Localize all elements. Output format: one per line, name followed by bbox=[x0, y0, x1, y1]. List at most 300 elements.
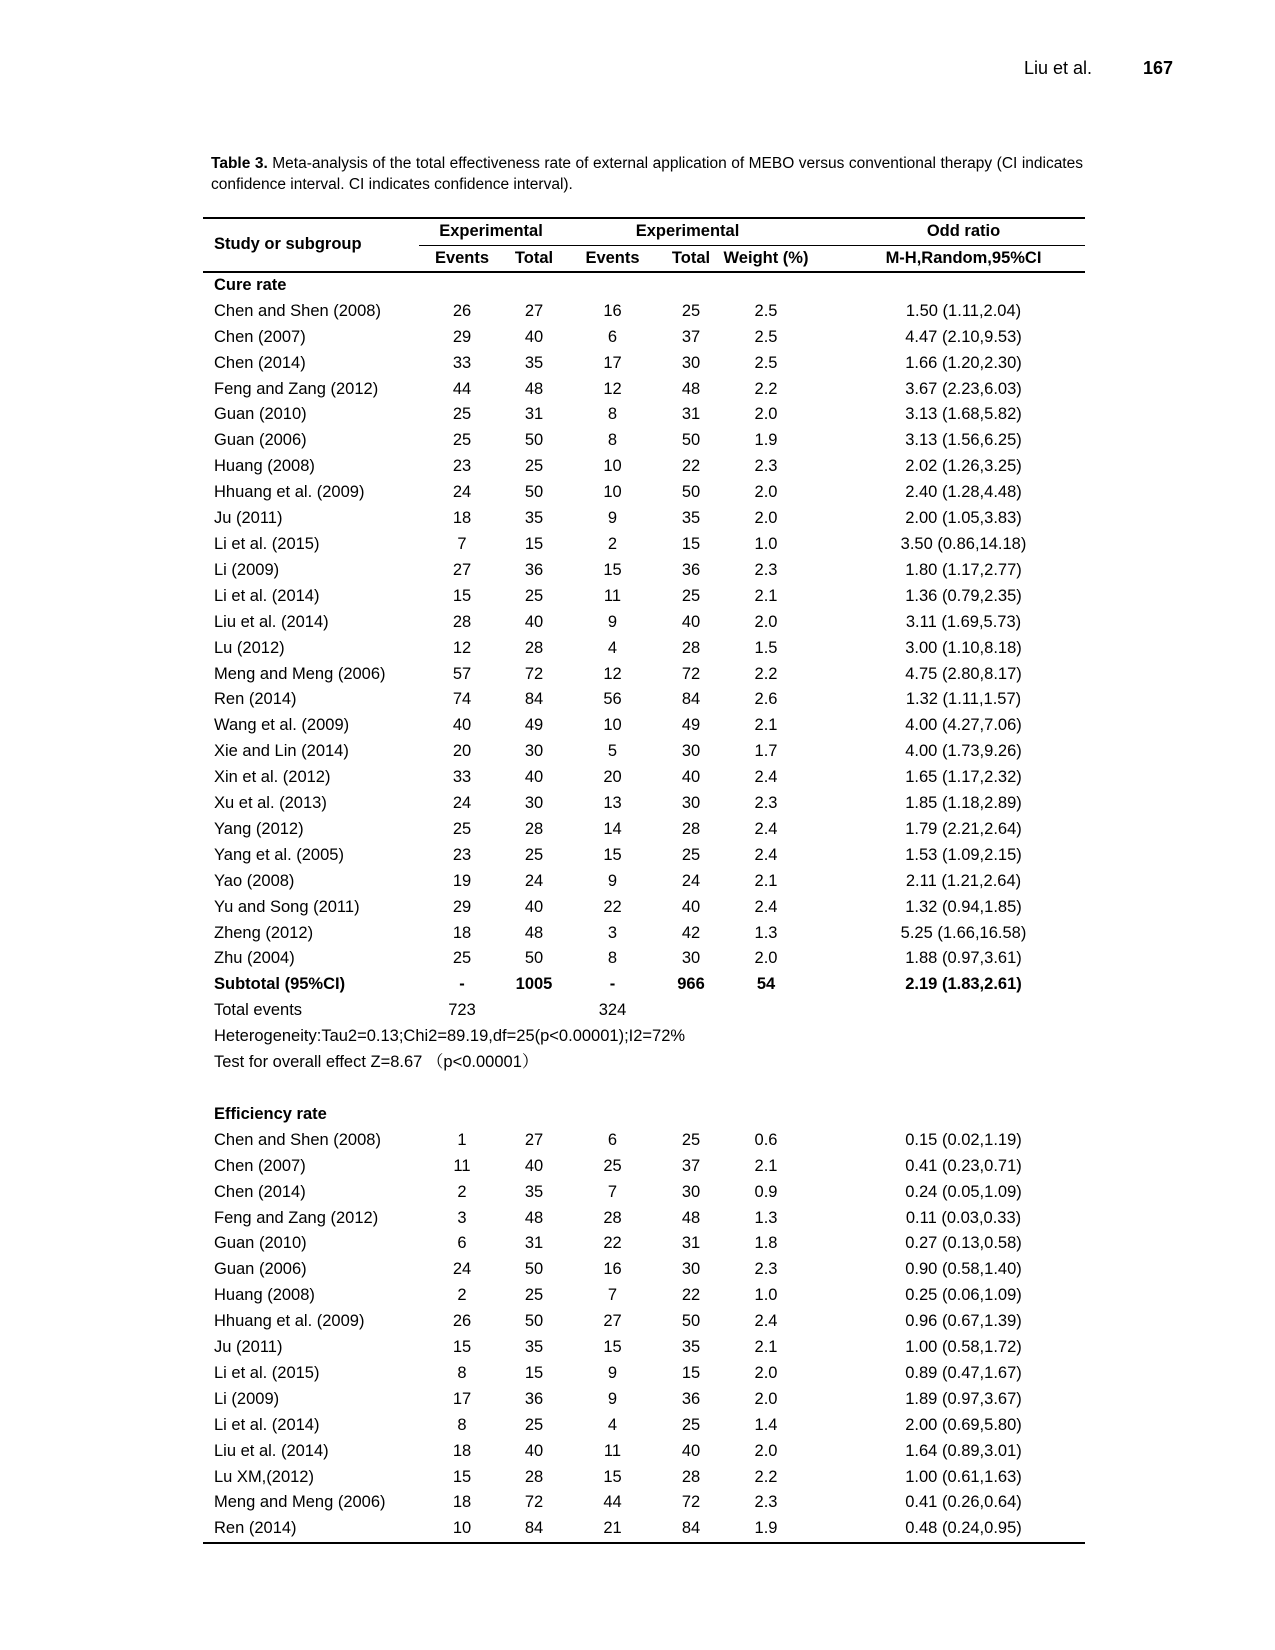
odds-ratio-cell: 1.88 (0.97,3.61) bbox=[905, 949, 1022, 968]
study-name-cell: Meng and Meng (2006) bbox=[214, 664, 386, 683]
weight-cell: 2.5 bbox=[754, 301, 778, 320]
ctrl-events-cell: 9 bbox=[607, 1363, 618, 1382]
exp-total-cell: 36 bbox=[524, 1389, 544, 1408]
odds-ratio-cell: 0.24 (0.05,1.09) bbox=[905, 1182, 1022, 1201]
exp-total-cell: 72 bbox=[524, 664, 544, 683]
ctrl-events-cell: 7 bbox=[607, 1182, 618, 1201]
ctrl-events-cell: 9 bbox=[607, 1389, 618, 1408]
ctrl-total-cell: 30 bbox=[681, 794, 701, 813]
weight-cell: 2.2 bbox=[754, 379, 778, 398]
exp-events-cell: 2 bbox=[457, 1182, 467, 1201]
study-name-cell: Ju (2011) bbox=[214, 1338, 283, 1357]
ctrl-total-cell: 72 bbox=[681, 664, 701, 683]
table-row bbox=[203, 532, 1085, 558]
ctrl-events-cell: 56 bbox=[603, 690, 622, 709]
exp-events-cell: 18 bbox=[452, 1493, 472, 1512]
weight-cell: 0.6 bbox=[754, 1130, 778, 1149]
odds-ratio-cell: 0.25 (0.06,1.09) bbox=[905, 1286, 1022, 1305]
ctrl-events-cell: 5 bbox=[607, 742, 618, 761]
table-row bbox=[203, 739, 1085, 765]
weight-cell: 1.9 bbox=[720, 1516, 812, 1543]
weight-cell: 2.3 bbox=[754, 560, 778, 579]
odds-ratio-cell: 3.13 (1.56,6.25) bbox=[905, 431, 1022, 450]
ctrl-events-cell: 15 bbox=[603, 1338, 622, 1357]
odds-ratio-cell: 2.00 (1.05,3.83) bbox=[905, 509, 1022, 528]
exp-total-cell: 49 bbox=[524, 716, 544, 735]
exp-total-cell: 35 bbox=[524, 509, 544, 528]
study-name-cell: Li et al. (2014) bbox=[214, 586, 320, 605]
odds-ratio-cell: 1.85 (1.18,2.89) bbox=[905, 794, 1022, 813]
odds-ratio-cell: 0.90 (0.58,1.40) bbox=[905, 1260, 1022, 1279]
ctrl-events-cell: 10 bbox=[603, 457, 622, 476]
exp-events-cell: 28 bbox=[452, 612, 472, 631]
study-name-cell: Chen and Shen (2008) bbox=[214, 301, 381, 320]
exp-total-cell: 35 bbox=[524, 353, 544, 372]
exp-total-cell: 48 bbox=[524, 1208, 544, 1227]
exp-total-cell: 40 bbox=[524, 768, 544, 787]
ctrl-total-cell: 31 bbox=[681, 1234, 701, 1253]
study-name-cell: Li et al. (2014) bbox=[214, 1415, 320, 1434]
weight-cell: 2.4 bbox=[754, 768, 778, 787]
odds-ratio-cell: 1.64 (0.89,3.01) bbox=[905, 1441, 1022, 1460]
exp-events-cell: 11 bbox=[453, 1156, 471, 1175]
table-row bbox=[203, 636, 1085, 662]
ctrl-total-cell: 40 bbox=[681, 612, 701, 631]
weight-cell: 1.3 bbox=[754, 1208, 778, 1227]
odds-ratio-cell: 1.32 (1.11,1.57) bbox=[905, 690, 1022, 709]
table-row bbox=[203, 1465, 1085, 1491]
ctrl-events-cell: 12 bbox=[603, 379, 622, 398]
odds-ratio-cell: 0.96 (0.67,1.39) bbox=[905, 1312, 1022, 1331]
odds-ratio-cell: 1.89 (0.97,3.67) bbox=[905, 1389, 1022, 1408]
exp-events-cell: 8 bbox=[457, 1363, 467, 1382]
ctrl-total-cell: 28 bbox=[681, 819, 701, 838]
table-body bbox=[203, 272, 1085, 1543]
odds-ratio-cell: 0.41 (0.26,0.64) bbox=[905, 1493, 1022, 1512]
ctrl-total-cell: 36 bbox=[681, 560, 701, 579]
exp-total-cell: 25 bbox=[524, 845, 544, 864]
odds-ratio-cell: 3.11 (1.69,5.73) bbox=[905, 612, 1022, 631]
odds-ratio-cell: 3.00 (1.10,8.18) bbox=[905, 638, 1022, 657]
ctrl-total-cell: 48 bbox=[681, 379, 701, 398]
table-row bbox=[203, 325, 1085, 351]
study-name-cell: Li (2009) bbox=[214, 1389, 280, 1408]
exp-events-cell: 18 bbox=[452, 1441, 472, 1460]
ctrl-events-cell: 8 bbox=[607, 405, 618, 424]
odds-ratio-cell: 0.41 (0.23,0.71) bbox=[905, 1156, 1022, 1175]
ctrl-events-cell: 22 bbox=[603, 897, 622, 916]
exp-events-cell: 25 bbox=[452, 431, 472, 450]
table-row bbox=[203, 377, 1085, 403]
odds-ratio-cell: 1.80 (1.17,2.77) bbox=[905, 560, 1022, 579]
exp-total-cell: 28 bbox=[524, 638, 544, 657]
exp-total-cell: 48 bbox=[524, 379, 544, 398]
weight-cell: 2.4 bbox=[754, 897, 778, 916]
table-row bbox=[203, 1516, 1085, 1543]
col-total1-header: Total bbox=[505, 245, 563, 272]
ctrl-total-cell: 50 bbox=[681, 1312, 701, 1331]
table-row bbox=[203, 1413, 1085, 1439]
exp-events-cell: 3 bbox=[457, 1208, 467, 1227]
odds-ratio-cell: 3.50 (0.86,14.18) bbox=[900, 534, 1027, 553]
study-name-cell: Yang (2012) bbox=[214, 819, 304, 838]
heterogeneity-row: Heterogeneity:Tau2=0.13;Chi2=89.19,df=25(p<0.00001);I2=72% bbox=[214, 1027, 686, 1046]
study-name-cell: Li (2009) bbox=[214, 560, 280, 579]
study-name-cell: Meng and Meng (2006) bbox=[214, 1493, 386, 1512]
exp-events-cell: 26 bbox=[452, 301, 472, 320]
table-row bbox=[203, 610, 1085, 636]
exp-total-cell: 48 bbox=[524, 923, 544, 942]
ctrl-total-cell: 40 bbox=[681, 897, 701, 916]
exp-events-cell: 24 bbox=[452, 483, 472, 502]
table-row bbox=[203, 869, 1085, 895]
col-group1-header: Experimental bbox=[419, 218, 563, 245]
exp-total-cell: 50 bbox=[524, 1312, 544, 1331]
ctrl-events-cell: 2 bbox=[607, 534, 618, 553]
ctrl-total-cell: 40 bbox=[681, 1441, 701, 1460]
exp-events-cell: 17 bbox=[452, 1389, 472, 1408]
ctrl-total-cell: 37 bbox=[681, 327, 701, 346]
ctrl-events-cell: 8 bbox=[607, 431, 618, 450]
study-name-cell: Chen and Shen (2008) bbox=[214, 1130, 381, 1149]
ctrl-events-cell: 4 bbox=[607, 638, 618, 657]
ctrl-total-cell: 25 bbox=[681, 586, 701, 605]
exp-total-cell: 35 bbox=[524, 1338, 544, 1357]
ctrl-events-cell: 4 bbox=[607, 1415, 618, 1434]
study-name-cell: Ju (2011) bbox=[214, 509, 283, 528]
page-header bbox=[0, 58, 1275, 82]
exp-total-cell: 40 bbox=[524, 1156, 544, 1175]
exp-total-cell: 25 bbox=[524, 586, 544, 605]
exp-events-cell: 1 bbox=[457, 1130, 467, 1149]
weight-cell: 2.0 bbox=[754, 1389, 778, 1408]
study-name-cell: Xie and Lin (2014) bbox=[214, 742, 349, 761]
weight-cell: 2.4 bbox=[754, 819, 778, 838]
exp-events-cell: 40 bbox=[452, 716, 472, 735]
study-name-cell: Feng and Zang (2012) bbox=[214, 379, 379, 398]
study-name-cell: Guan (2010) bbox=[214, 1234, 307, 1253]
ctrl-events-cell: 15 bbox=[603, 560, 622, 579]
ctrl-total-cell: 30 bbox=[681, 353, 701, 372]
study-name-cell: Hhuang et al. (2009) bbox=[214, 1312, 365, 1331]
ctrl-events-cell: 11 bbox=[603, 1441, 622, 1460]
exp-total-cell: 50 bbox=[524, 1260, 544, 1279]
exp-total-cell: 27 bbox=[524, 1130, 544, 1149]
exp-events-cell: 27 bbox=[452, 560, 472, 579]
ctrl-total-cell: 22 bbox=[681, 1286, 701, 1305]
weight-cell: 1.0 bbox=[754, 534, 778, 553]
weight-cell: 1.0 bbox=[754, 1286, 778, 1305]
odds-ratio-cell: 1.00 (0.58,1.72) bbox=[905, 1338, 1022, 1357]
weight-cell: 2.6 bbox=[754, 690, 778, 709]
header-row-1 bbox=[203, 218, 1085, 245]
exp-total-cell: 31 bbox=[524, 1234, 544, 1253]
odds-ratio-cell: 2.11 (1.21,2.64) bbox=[905, 871, 1022, 890]
exp-total-cell: 30 bbox=[524, 794, 544, 813]
odds-ratio-cell: 2.00 (0.69,5.80) bbox=[905, 1415, 1022, 1434]
study-name-cell: Liu et al. (2014) bbox=[214, 612, 329, 631]
ctrl-total-cell: 84 bbox=[662, 1516, 720, 1543]
col-method-header: M-H,Random,95%CI bbox=[812, 245, 1085, 272]
odds-ratio-cell: 1.36 (0.79,2.35) bbox=[905, 586, 1022, 605]
ctrl-total-cell: 50 bbox=[681, 483, 701, 502]
weight-cell: 2.5 bbox=[754, 353, 778, 372]
ctrl-total-cell: 36 bbox=[681, 1389, 701, 1408]
page-number: 167 bbox=[1142, 58, 1173, 78]
weight-cell: 2.1 bbox=[754, 1338, 778, 1357]
exp-events-cell: 12 bbox=[452, 638, 472, 657]
weight-cell: 0.9 bbox=[754, 1182, 778, 1201]
col-events1-header: Events bbox=[419, 245, 505, 272]
ctrl-total-cell: 28 bbox=[681, 638, 701, 657]
ctrl-events-cell: 17 bbox=[603, 353, 622, 372]
col-study-header: Study or subgroup bbox=[203, 218, 419, 272]
ctrl-events-cell: 13 bbox=[603, 794, 622, 813]
ctrl-total-cell: 28 bbox=[681, 1467, 701, 1486]
ctrl-events-cell: 9 bbox=[607, 509, 618, 528]
ctrl-total-cell: 30 bbox=[681, 742, 701, 761]
table-row bbox=[203, 1283, 1085, 1309]
ctrl-total-cell: 35 bbox=[681, 509, 701, 528]
odds-ratio-cell: 0.89 (0.47,1.67) bbox=[905, 1363, 1022, 1382]
exp-events-cell: 15 bbox=[452, 586, 472, 605]
exp-total-cell: 50 bbox=[524, 949, 544, 968]
weight-cell: 2.3 bbox=[754, 1260, 778, 1279]
ctrl-total-cell: 25 bbox=[681, 1415, 701, 1434]
weight-cell: 2.1 bbox=[754, 1156, 778, 1175]
table-row bbox=[203, 428, 1085, 454]
ctrl-total-cell: 25 bbox=[681, 845, 701, 864]
study-name-cell: Hhuang et al. (2009) bbox=[214, 483, 365, 502]
exp-total-cell: 40 bbox=[524, 612, 544, 631]
exp-total-cell: 30 bbox=[524, 742, 544, 761]
study-name-cell: Liu et al. (2014) bbox=[214, 1441, 329, 1460]
ctrl-total-cell: 25 bbox=[681, 1130, 701, 1149]
odds-ratio-cell: 4.47 (2.10,9.53) bbox=[905, 327, 1022, 346]
table-row bbox=[203, 843, 1085, 869]
table-label: Table 3. bbox=[211, 155, 268, 172]
exp-total-cell: 25 bbox=[524, 457, 544, 476]
table-row bbox=[203, 402, 1085, 428]
odds-ratio-cell: 1.79 (2.21,2.64) bbox=[905, 819, 1022, 838]
odds-ratio-cell: 0.27 (0.13,0.58) bbox=[905, 1234, 1022, 1253]
odds-ratio-cell: 2.02 (1.26,3.25) bbox=[905, 457, 1022, 476]
table-caption bbox=[211, 153, 1083, 195]
exp-events-cell: 18 bbox=[452, 509, 472, 528]
odds-ratio-cell: 1.65 (1.17,2.32) bbox=[905, 768, 1022, 787]
exp-events-cell: 18 bbox=[452, 923, 472, 942]
exp-events-cell: 25 bbox=[452, 949, 472, 968]
table-row bbox=[203, 558, 1085, 584]
table-row bbox=[203, 662, 1085, 688]
exp-total-cell: 40 bbox=[524, 1441, 544, 1460]
weight-cell: 2.2 bbox=[754, 1467, 778, 1486]
exp-events-cell: 29 bbox=[452, 327, 472, 346]
ctrl-total-cell: 24 bbox=[681, 871, 701, 890]
exp-events-cell: 57 bbox=[452, 664, 472, 683]
study-name-cell: Ren (2014) bbox=[203, 1516, 419, 1543]
table-row bbox=[203, 1439, 1085, 1465]
weight-cell: 2.3 bbox=[754, 1493, 778, 1512]
ctrl-total-cell: 15 bbox=[681, 534, 701, 553]
study-name-cell: Huang (2008) bbox=[214, 1286, 315, 1305]
ctrl-total-cell: 37 bbox=[681, 1156, 701, 1175]
exp-events-cell: 24 bbox=[452, 794, 472, 813]
exp-total-cell: 35 bbox=[524, 1182, 544, 1201]
ctrl-events-cell: 3 bbox=[607, 923, 618, 942]
weight-cell: 2.0 bbox=[754, 949, 778, 968]
weight-cell: 2.0 bbox=[754, 612, 778, 631]
odds-ratio-cell: 3.13 (1.68,5.82) bbox=[905, 405, 1022, 424]
col-weight-header: Weight (%) bbox=[720, 245, 812, 272]
table-row bbox=[203, 713, 1085, 739]
running-head: Liu et al. bbox=[1023, 58, 1092, 78]
ctrl-total-cell: 25 bbox=[681, 301, 701, 320]
study-name-cell: Chen (2014) bbox=[214, 353, 306, 372]
exp-events-cell: 33 bbox=[452, 353, 472, 372]
weight-cell: 1.9 bbox=[754, 431, 778, 450]
ctrl-events-cell: 28 bbox=[603, 1208, 622, 1227]
weight-cell: 2.5 bbox=[754, 327, 778, 346]
exp-total-cell: 84 bbox=[505, 1516, 563, 1543]
table-row bbox=[203, 351, 1085, 377]
ctrl-events-cell: 8 bbox=[607, 949, 618, 968]
exp-events-cell: 2 bbox=[457, 1286, 467, 1305]
odds-ratio-cell: 2.40 (1.28,4.48) bbox=[905, 483, 1022, 502]
weight-cell: 2.0 bbox=[754, 483, 778, 502]
weight-cell: 2.0 bbox=[754, 509, 778, 528]
odds-ratio-cell: 1.66 (1.20,2.30) bbox=[905, 353, 1022, 372]
table-row bbox=[203, 1309, 1085, 1335]
table-row bbox=[203, 1154, 1085, 1180]
odds-ratio-cell: 1.53 (1.09,2.15) bbox=[905, 845, 1022, 864]
exp-events-cell: 44 bbox=[452, 379, 472, 398]
weight-cell: 2.1 bbox=[754, 871, 778, 890]
ctrl-events-cell: 12 bbox=[603, 664, 622, 683]
ctrl-events-cell: 20 bbox=[603, 768, 622, 787]
weight-cell: 1.7 bbox=[754, 742, 778, 761]
weight-cell: 1.8 bbox=[754, 1234, 778, 1253]
exp-events-cell: 24 bbox=[452, 1260, 472, 1279]
exp-events-cell: 25 bbox=[452, 405, 472, 424]
exp-events-cell: 15 bbox=[452, 1338, 472, 1357]
ctrl-total-cell: 48 bbox=[681, 1208, 701, 1227]
ctrl-total-cell: 84 bbox=[681, 690, 701, 709]
ctrl-events-cell: 15 bbox=[603, 845, 622, 864]
table-row bbox=[203, 1206, 1085, 1232]
exp-total-cell: 84 bbox=[524, 690, 544, 709]
table-row bbox=[203, 1335, 1085, 1361]
study-name-cell: Guan (2006) bbox=[214, 431, 307, 450]
col-events2-header: Events bbox=[563, 245, 662, 272]
table-row bbox=[203, 454, 1085, 480]
odds-ratio-cell: 1.50 (1.11,2.04) bbox=[905, 301, 1022, 320]
table-row bbox=[203, 1180, 1085, 1206]
exp-events-cell: 26 bbox=[452, 1312, 472, 1331]
weight-cell: 2.2 bbox=[754, 664, 778, 683]
exp-total-cell: 15 bbox=[524, 1363, 544, 1382]
study-name-cell: Yang et al. (2005) bbox=[214, 845, 344, 864]
exp-events-cell: 10 bbox=[419, 1516, 505, 1543]
weight-cell: 1.3 bbox=[754, 923, 778, 942]
ctrl-events-cell: 14 bbox=[603, 819, 622, 838]
section-title-cure: Cure rate bbox=[214, 275, 287, 294]
ctrl-total-cell: 72 bbox=[681, 1493, 701, 1512]
odds-ratio-cell: 0.15 (0.02,1.19) bbox=[905, 1130, 1022, 1149]
odds-ratio-cell: 4.00 (4.27,7.06) bbox=[905, 716, 1022, 735]
exp-total-cell: 40 bbox=[524, 327, 544, 346]
table-row bbox=[203, 584, 1085, 610]
study-name-cell: Lu XM,(2012) bbox=[214, 1467, 314, 1486]
ctrl-total-cell: 31 bbox=[681, 405, 701, 424]
exp-total-cell: 15 bbox=[524, 534, 544, 553]
exp-total-cell: 28 bbox=[524, 1467, 544, 1486]
exp-total-cell: 36 bbox=[524, 560, 544, 579]
weight-cell: 1.4 bbox=[754, 1415, 778, 1434]
table-row bbox=[203, 1387, 1085, 1413]
ctrl-events-cell: 7 bbox=[607, 1286, 618, 1305]
study-name-cell: Xin et al. (2012) bbox=[214, 768, 331, 787]
ctrl-events-cell: 16 bbox=[603, 301, 622, 320]
table-row bbox=[203, 1490, 1085, 1516]
ctrl-events-cell: 9 bbox=[607, 612, 618, 631]
exp-events-cell: 33 bbox=[452, 768, 472, 787]
ctrl-events-cell: 16 bbox=[603, 1260, 622, 1279]
table-row bbox=[203, 921, 1085, 947]
section-title-efficiency: Efficiency rate bbox=[214, 1104, 327, 1123]
study-name-cell: Zheng (2012) bbox=[214, 923, 314, 942]
weight-cell: 2.0 bbox=[754, 1363, 778, 1382]
col-odd-ratio-header: Odd ratio bbox=[812, 218, 1085, 245]
weight-cell: 2.0 bbox=[754, 405, 778, 424]
weight-cell: 2.1 bbox=[754, 586, 778, 605]
ctrl-events-cell: 6 bbox=[607, 1130, 618, 1149]
exp-events-cell: 7 bbox=[457, 534, 467, 553]
exp-events-cell: 20 bbox=[452, 742, 472, 761]
ctrl-events-cell: 27 bbox=[603, 1312, 622, 1331]
col-total2-header: Total bbox=[662, 245, 720, 272]
spacer-row bbox=[203, 1076, 1085, 1102]
table-row bbox=[203, 1231, 1085, 1257]
odds-ratio-cell: 4.75 (2.80,8.17) bbox=[905, 664, 1022, 683]
study-name-cell: Feng and Zang (2012) bbox=[214, 1208, 379, 1227]
table-row bbox=[203, 1257, 1085, 1283]
exp-total-cell: 25 bbox=[524, 1286, 544, 1305]
exp-events-cell: 19 bbox=[452, 871, 472, 890]
ctrl-events-cell: 11 bbox=[603, 586, 622, 605]
table-row bbox=[203, 299, 1085, 325]
exp-events-cell: 23 bbox=[452, 845, 472, 864]
weight-cell: 2.4 bbox=[754, 845, 778, 864]
table-row bbox=[203, 946, 1085, 972]
study-name-cell: Guan (2006) bbox=[214, 1260, 307, 1279]
weight-cell: 1.5 bbox=[754, 638, 778, 657]
study-name-cell: Huang (2008) bbox=[214, 457, 315, 476]
table-row bbox=[203, 480, 1085, 506]
study-name-cell: Li et al. (2015) bbox=[214, 1363, 320, 1382]
ctrl-total-cell: 30 bbox=[681, 1260, 701, 1279]
exp-events-cell: 74 bbox=[452, 690, 472, 709]
odds-ratio-cell: 0.48 (0.24,0.95) bbox=[812, 1516, 1085, 1543]
exp-events-cell: 23 bbox=[452, 457, 472, 476]
exp-total-cell: 24 bbox=[524, 871, 544, 890]
study-name-cell: Xu et al. (2013) bbox=[214, 794, 327, 813]
weight-cell: 2.3 bbox=[754, 794, 778, 813]
exp-total-cell: 28 bbox=[524, 819, 544, 838]
study-name-cell: Yao (2008) bbox=[214, 871, 295, 890]
study-name-cell: Chen (2014) bbox=[214, 1182, 306, 1201]
ctrl-total-cell: 30 bbox=[681, 1182, 701, 1201]
